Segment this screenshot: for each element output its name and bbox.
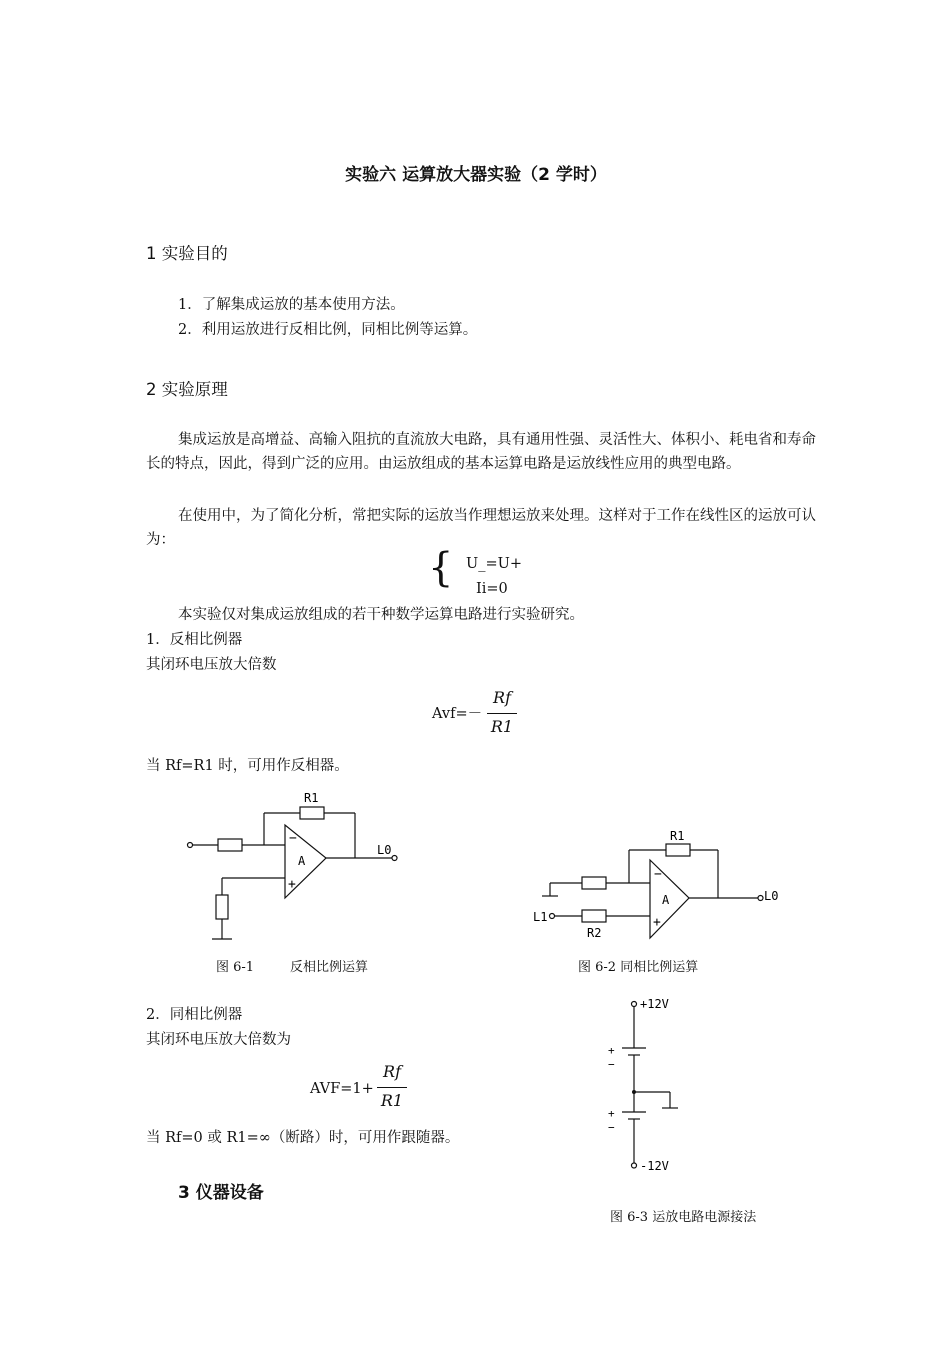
fig2-plus-label: + — [653, 915, 661, 930]
fig3-negative-label: -12V — [640, 1159, 669, 1173]
fig2-output-label: L0 — [764, 889, 779, 903]
fig3-minus-2: − — [608, 1121, 615, 1134]
inverting-formula-left: Avf=－ — [432, 706, 483, 722]
figure-6-1-caption: 反相比例运算 — [290, 960, 369, 975]
section-heading-principle: 2 实验原理 — [146, 380, 228, 399]
inverting-heading: 1．反相比例器 — [146, 632, 243, 648]
principle-paragraph-3: 本实验仅对集成运放组成的若干种数学运算电路进行实验研究。 — [178, 607, 584, 623]
noninverting-note: 当 Rf=0 或 R1=∞（断路）时，可用作跟随器。 — [146, 1130, 460, 1146]
inverting-formula-denominator: R1 — [490, 717, 514, 736]
figure-6-2-caption: 图 6-2 同相比例运算 — [578, 960, 699, 975]
fig2-r2-label: R2 — [587, 926, 602, 940]
fig2-amp-label: A — [662, 893, 670, 907]
noninverting-gain-text: 其闭环电压放大倍数为 — [146, 1032, 291, 1048]
section-heading-equipment: 3 仪器设备 — [178, 1183, 264, 1203]
fig1-output-label: L0 — [377, 843, 392, 857]
noninverting-formula-numerator: Rf — [383, 1062, 401, 1081]
figure-6-3-caption: 图 6-3 运放电路电源接法 — [610, 1210, 757, 1225]
objective-item: 1．了解集成运放的基本使用方法。 — [178, 297, 405, 313]
inverting-gain-text: 其闭环电压放大倍数 — [146, 657, 277, 673]
principle-paragraph-2: 在使用中，为了简化分析，常把实际的运放当作理想运放来处理。这样对于工作在线性区的运放可认为： — [146, 508, 816, 548]
figure-6-3-power-supply — [590, 992, 710, 1182]
fraction-bar — [487, 713, 517, 714]
figure-6-2-noninverting-circuit — [528, 820, 788, 950]
page-title: 实验六 运算放大器实验（2 学时） — [345, 165, 607, 185]
principle-paragraph-1: 集成运放是高增益、高输入阻抗的直流放大电路，具有通用性强、灵活性大、体积小、耗电省和寿命长的特点，因此，得到广泛的应用。由运放组成的基本运算电路是运放线性应用的典型电路。 — [146, 432, 816, 472]
figure-6-1-caption-number: 图 6-1 — [216, 960, 255, 975]
noninverting-heading: 2．同相比例器 — [146, 1007, 243, 1023]
fig2-input-label: L1 — [533, 910, 548, 924]
noninverting-formula-left: AVF=1+ — [310, 1081, 374, 1097]
fig3-positive-label: +12V — [640, 997, 669, 1011]
figure-6-1-inverting-circuit — [180, 785, 420, 950]
fig3-plus-2: + — [608, 1107, 615, 1120]
fig1-r1-label: R1 — [304, 791, 319, 805]
fig3-plus-1: + — [608, 1044, 615, 1057]
fraction-bar — [377, 1087, 407, 1088]
ideal-condition-voltage: U_=U+ — [466, 556, 522, 572]
fig2-minus-label: − — [654, 867, 662, 882]
inverting-note: 当 Rf=R1 时，可用作反相器。 — [146, 758, 349, 774]
fig1-plus-label: + — [288, 877, 296, 892]
inverting-formula-numerator: Rf — [493, 688, 511, 707]
fig3-minus-1: − — [608, 1058, 615, 1071]
brace: { — [428, 545, 454, 591]
ideal-condition-current: Ii=0 — [476, 581, 508, 597]
objective-item: 2．利用运放进行反相比例，同相比例等运算。 — [178, 322, 478, 338]
section-heading-objectives: 1 实验目的 — [146, 244, 228, 263]
noninverting-formula-denominator: R1 — [380, 1091, 404, 1110]
fig1-minus-label: − — [289, 831, 297, 846]
fig2-r1-label: R1 — [670, 829, 685, 843]
fig1-amp-label: A — [298, 854, 306, 868]
